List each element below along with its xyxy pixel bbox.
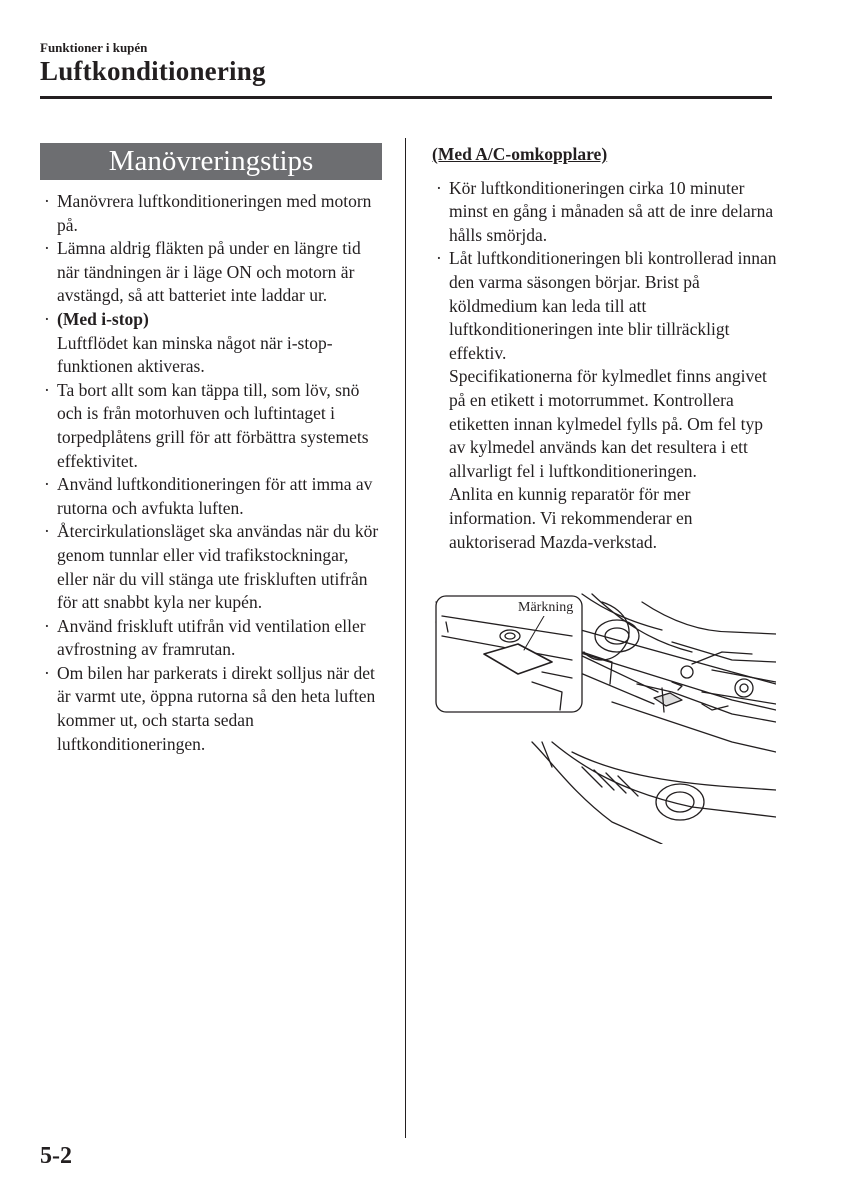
list-item (432, 177, 777, 248)
list-item-text: Manövrera luftkonditioneringen med motorn på. (57, 191, 372, 235)
list-item-text: Lämna aldrig fläkten på under en längre tid när tändningen är i läge ON och motorn är avstängd, så att batteriet inte laddar ur. (57, 238, 361, 306)
operating-tips-list (40, 190, 382, 756)
list-item (40, 190, 382, 237)
list-item-text: Luftflödet kan minska något när i-stop-funktionen aktiveras. (57, 332, 333, 377)
list-item-text: Låt luftkonditioneringen bli kontrollerad innan den varma säsongen börjar. Brist på köldmedium kan leda till att luftkonditioneringen inte blir tillräckligt effektiv. (449, 248, 777, 363)
bullet: · (436, 177, 442, 198)
bullet: · (44, 308, 50, 329)
refrigerant-label-illustration (432, 592, 776, 844)
figure-label-marking: Märkning (518, 600, 574, 615)
ac-notes-list (432, 177, 777, 555)
bullet: · (44, 238, 50, 259)
list-item-text: Kör luftkonditioneringen cirka 10 minuter minst en gång i månaden så att de inre delarna hålls smörjda. (449, 177, 774, 245)
bullet: · (44, 662, 50, 683)
breadcrumb: Funktioner i kupén (40, 40, 148, 55)
page-number: 5-2 (40, 1143, 72, 1169)
list-item (40, 520, 382, 614)
list-item (40, 308, 382, 379)
column-divider (405, 138, 406, 1138)
left-column (40, 143, 382, 756)
bullet: · (44, 615, 50, 636)
list-item-paragraph: Specifikationerna för kylmedlet finns angivet på en etikett i motorrummet. Kontrollera etiketten innan kylmedel fylls på. Om fel typ av kylmedel används kan det resultera i ett allvarligt fel i luftkonditioneringen. (449, 366, 767, 481)
list-item (40, 473, 382, 520)
list-item (40, 615, 382, 662)
section-title-operating-tips: Manövreringstips (40, 143, 382, 180)
bullet: · (44, 191, 50, 211)
list-item-text: Använd friskluft utifrån vid ventilation eller avfrostning av framrutan. (57, 615, 366, 660)
bullet: · (436, 248, 442, 269)
list-item-text: Använd luftkonditioneringen för att imma av rutorna och avfukta luften. (57, 474, 373, 518)
list-item-label: (Med i-stop) (57, 308, 149, 329)
subheading-ac-switch: (Med A/C-omkopplare) (432, 144, 608, 164)
bullet: · (44, 474, 50, 495)
list-item-paragraph: Anlita en kunnig reparatör för mer information. Vi rekommenderar en auktoriserad Mazda-verkstad. (449, 484, 693, 552)
page-title: Luftkonditionering (40, 56, 266, 86)
list-item-text: Ta bort allt som kan täppa till, som löv, snö och is från motorhuven och luftintaget i torpedplåtens grill för att förbättra systemets effektivitet. (57, 379, 369, 471)
list-item (40, 237, 382, 308)
bullet: · (44, 521, 50, 542)
list-item (40, 662, 382, 756)
bullet: · (44, 379, 50, 400)
right-column (432, 143, 777, 554)
list-item (40, 379, 382, 473)
list-item-text: Om bilen har parkerats i direkt solljus när det är varmt ute, öppna rutorna så den heta luften kommer ut, och starta sedan luftkonditioneringen. (57, 662, 376, 754)
list-item (432, 247, 777, 554)
title-divider (40, 96, 772, 99)
list-item-text: Återcirkulationsläget ska användas när du kör genom tunnlar eller vid trafikstockningar, eller när du vill stänga ute friskluften utifrån för att snabbt kyla ner kupén. (57, 521, 379, 613)
